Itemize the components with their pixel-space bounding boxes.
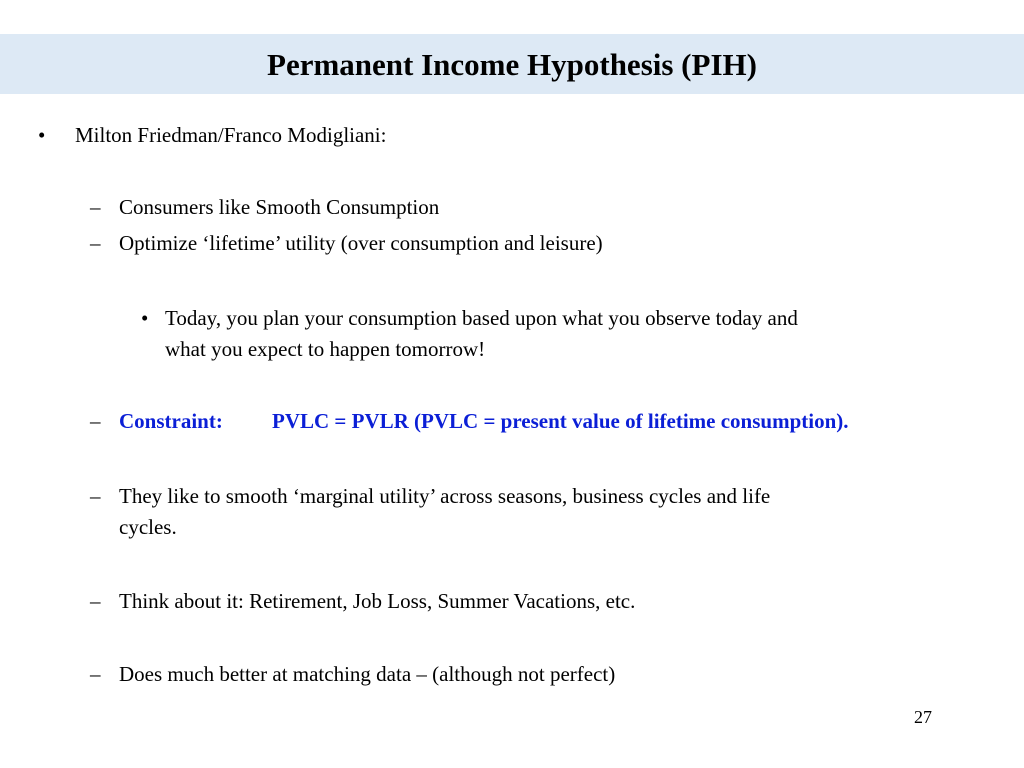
dash-marker: – [90,231,101,255]
dash-item-think-about-it: Think about it: Retirement, Job Loss, Summer Vacations, etc. [119,589,636,613]
dash-item-marginal-utility-line-1: They like to smooth ‘marginal utility’ across seasons, business cycles and life [119,484,771,508]
dash-marker: – [90,409,101,433]
constraint-text: PVLC = PVLR (PVLC = present value of lifetime consumption). [272,409,849,433]
title-bar [0,34,1024,94]
dash-marker: – [90,195,101,219]
dash-item-lifetime-utility: Optimize ‘lifetime’ utility (over consumption and leisure) [119,231,603,255]
dash-marker: – [90,589,101,613]
slide-title: Permanent Income Hypothesis (PIH) [267,47,757,82]
sub-bullet-line-2: what you expect to happen tomorrow! [165,337,486,361]
sub-bullet-line-1: Today, you plan your consumption based upon what you observe today and [165,306,798,330]
dash-item-smooth-consumption: Consumers like Smooth Consumption [119,195,440,219]
dash-item-marginal-utility-line-2: cycles. [119,515,177,539]
dash-item-matching-data: Does much better at matching data – (although not perfect) [119,662,616,686]
bullet-marker: • [38,123,46,147]
bullet-level1: Milton Friedman/Franco Modigliani: [75,123,387,147]
page-number: 27 [914,707,932,727]
constraint-label: Constraint: [119,409,223,433]
dash-marker: – [90,662,101,686]
dash-marker: – [90,484,101,508]
sub-bullet-marker: • [141,306,149,330]
